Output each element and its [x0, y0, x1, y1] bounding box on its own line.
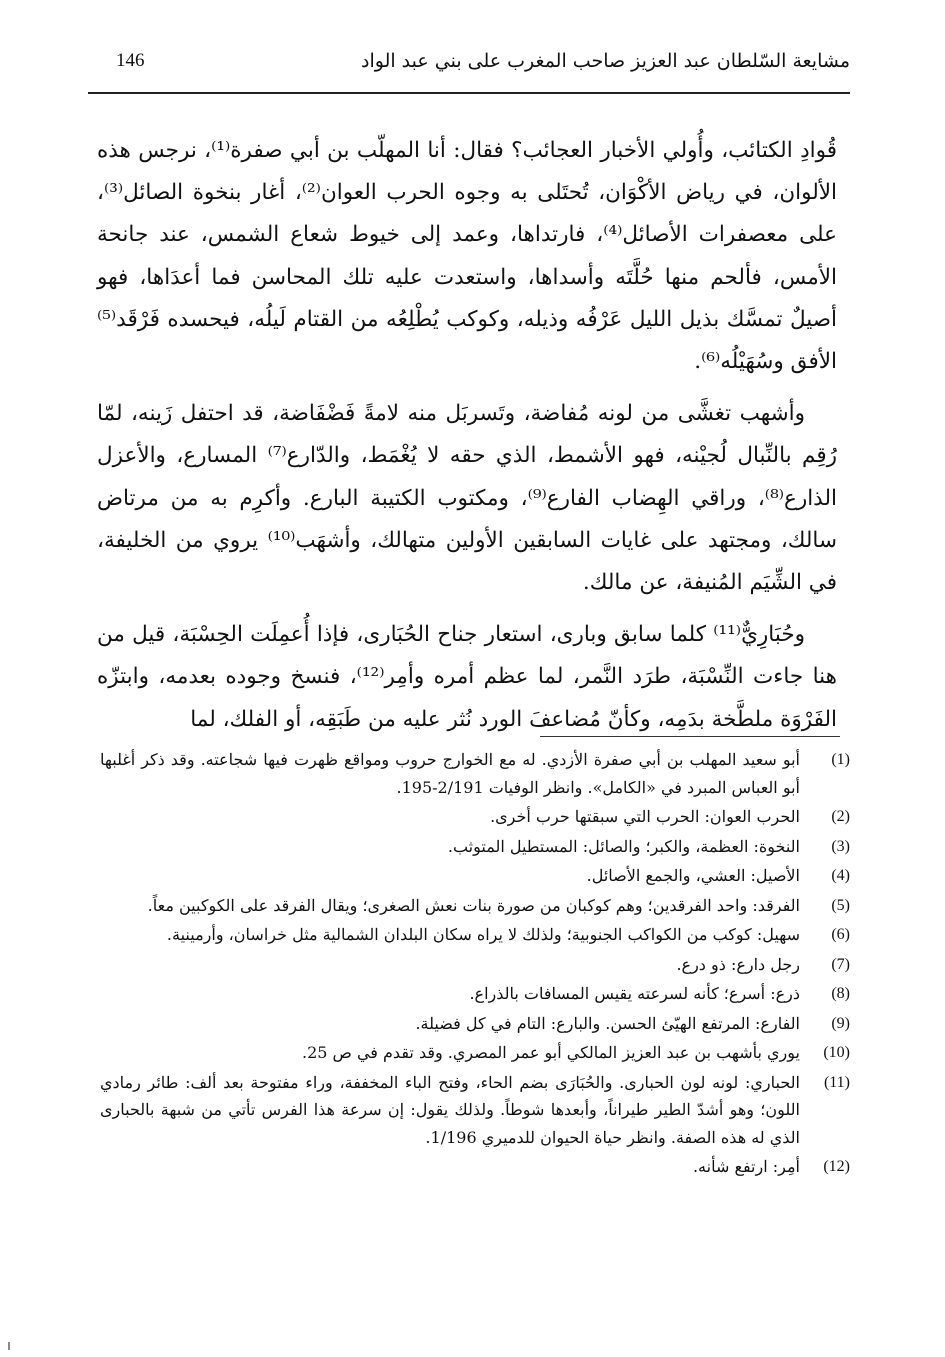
footnote: [100, 892, 850, 920]
paragraph: قُوادِ الكتائب، وأُولي الأخبار العجائب؟ فقال: أنا المهلّب بن أبي صفرة⁽¹⁾، نرجس هذه الألوان، في رياض الأكْوَان، تُحتَلى به وجوه الحرب العوان⁽²⁾، أغار بنخوة الصائل⁽³⁾، على معصفرات الأصائل⁽⁴⁾، فارتداها، وعمد إلى خيوط شعاع الشمس، عند جانحة الأمس، فألحم منها حُلَّتَه وأسداها، واستعدت عليه تلك المحاسن فما أعدَاها، فهو أصيلٌ تمسَّك بذيل الليل عَرْفُه وذيله، وكوكب يُطْلِعُه من القتام لَيلُه، فيحسده فَرْقَد⁽⁵⁾ الأفق وسُهَيْلُه⁽⁶⁾.: [97, 138, 837, 375]
footnote-number: (5): [831, 896, 850, 914]
footnote-text: الحباري: لونه لون الحبارى. والحُبَارَى بضم الحاء، وفتح الباء المخففة، وراء مفتوحة بعد ألف: طائر رمادي اللون؛ وهو أشدّ الطير طيراناً، وأبعدها شوطاً. ولذلك يقول: إن سرعة هذا الفرس تأتي من شبهة بالحبارى الذي له هذه الصفة. وانظر حياة الحيوان للدميري 1/196.: [100, 1072, 801, 1147]
footnote-number: (4): [831, 867, 850, 884]
footnote: [100, 1010, 850, 1038]
footnote: [100, 1069, 850, 1152]
paragraph: وحُبَارِيٌّ⁽¹¹⁾ كلما سابق وبارى، استعار جناح الحُبَارى، فإذا أُعمِلَت الحِسْبَة، قيل من هنا جاءت النِّسْبَة، طرَد النَّمر، لما عظم أمره وأمِر⁽¹²⁾، فنسخ وجوده بعدمه، وابتزّه الفَرْوَة ملطَّخة بدَمِه، وكأنّ مُضاعفَ الورد نُثر عليه من طَبَقِه، أو الفلك، لما: [97, 622, 838, 732]
footnote: [100, 746, 850, 801]
footnote-text: الأصيل: العشي، والجمع الأصائل.: [586, 866, 800, 885]
header-rule: [88, 92, 850, 94]
footnote-text: الفرقد: واحد الفرقدين؛ وهم كوكبان من صورة بنات نعش الصغرى؛ ويقال الفرقد على الكوكبين معاً.: [147, 895, 800, 915]
page-number: 146: [116, 50, 145, 71]
footnote: [100, 1153, 850, 1181]
footnote-number: (9): [831, 1014, 850, 1032]
main-text: [97, 130, 837, 741]
footnote-number: (6): [831, 926, 850, 943]
footnote: [100, 833, 850, 861]
footnote: [100, 951, 850, 979]
footnote-text: الفارع: المرتفع الهيّئ الحسن. والبارع: التام في كل فضيلة.: [415, 1013, 800, 1033]
footnote: [100, 862, 850, 890]
footnote: [100, 921, 850, 949]
page-header: [88, 46, 850, 86]
footnote-text: سهيل: كوكب من الكواكب الجنوبية؛ ولذلك لا يراه سكان البلدان الشمالية مثل خراسان، وأرمينية.: [166, 925, 800, 944]
footnote-text: الحرب العوان: الحرب التي سبقتها حرب أخرى.: [490, 807, 800, 826]
footnote-number: (1): [831, 751, 850, 768]
footnote: [100, 980, 850, 1008]
footnote: [100, 803, 850, 831]
footnote-number: (7): [831, 955, 850, 973]
footnote-number: (8): [831, 985, 850, 1002]
paragraph: وأشهب تغشَّى من لونه مُفاضة، وتَسربَل منه لامةً فَضْفَاضة، قد احتفل زَينه، لمّا رُقِم بالنِّبال لُجيْنه، فهو الأشمط، الذي حقه لا يُغْمَط، والدّارع⁽⁷⁾ المسارع، والأعزل الذارع⁽⁸⁾، وراقي الهِضاب الفارع⁽⁹⁾، ومكتوب الكتيبة البارع. وأكرِم به من مرتاض سالك، ومجتهد على غايات السابقين الأولين متهالك، وأشهَب⁽¹⁰⁾ يروي من الخليفة، في الشِّيَم المُنيفة، عن مالك.: [97, 401, 838, 596]
footnote-text: يوري بأشهب بن عبد العزيز المالكي أبو عمر المصري. وقد تقدم في ص 25.: [301, 1043, 800, 1062]
footnote-text: رجل دارع: ذو درع.: [676, 954, 800, 974]
footnote-text: ذرع: أسرع؛ كأنه لسرعته يقيس المسافات بالذراع.: [469, 984, 800, 1003]
footnote-text: النخوة: العظمة، والكبر؛ والصائل: المستطيل المتوثب.: [447, 836, 800, 856]
running-title: مشايعة السّلطان عبد العزيز صاحب المغرب على بني عبد الواد: [361, 50, 850, 72]
footnote-separator: [540, 736, 840, 737]
footnote-number: (10): [823, 1044, 850, 1061]
footnotes: [100, 746, 850, 1183]
footnote: [100, 1039, 850, 1067]
footnote-text: أبو سعيد المهلب بن أبي صفرة الأزدي. له مع الخوارج حروب ومواقع ظهرت فيها شجاعته. وقد ذكر أغلبها أبو العباس المبرد في «الكامل». وانظر الوفيات 2/191-195.: [100, 750, 800, 797]
footnote-number: (3): [831, 837, 850, 855]
footnote-number: (12): [823, 1158, 850, 1175]
footnote-text: أمِر: ارتفع شأنه.: [692, 1157, 800, 1176]
footnote-number: (11): [823, 1073, 850, 1091]
footnote-number: (2): [831, 808, 850, 825]
margin-mark: [8, 1342, 10, 1350]
